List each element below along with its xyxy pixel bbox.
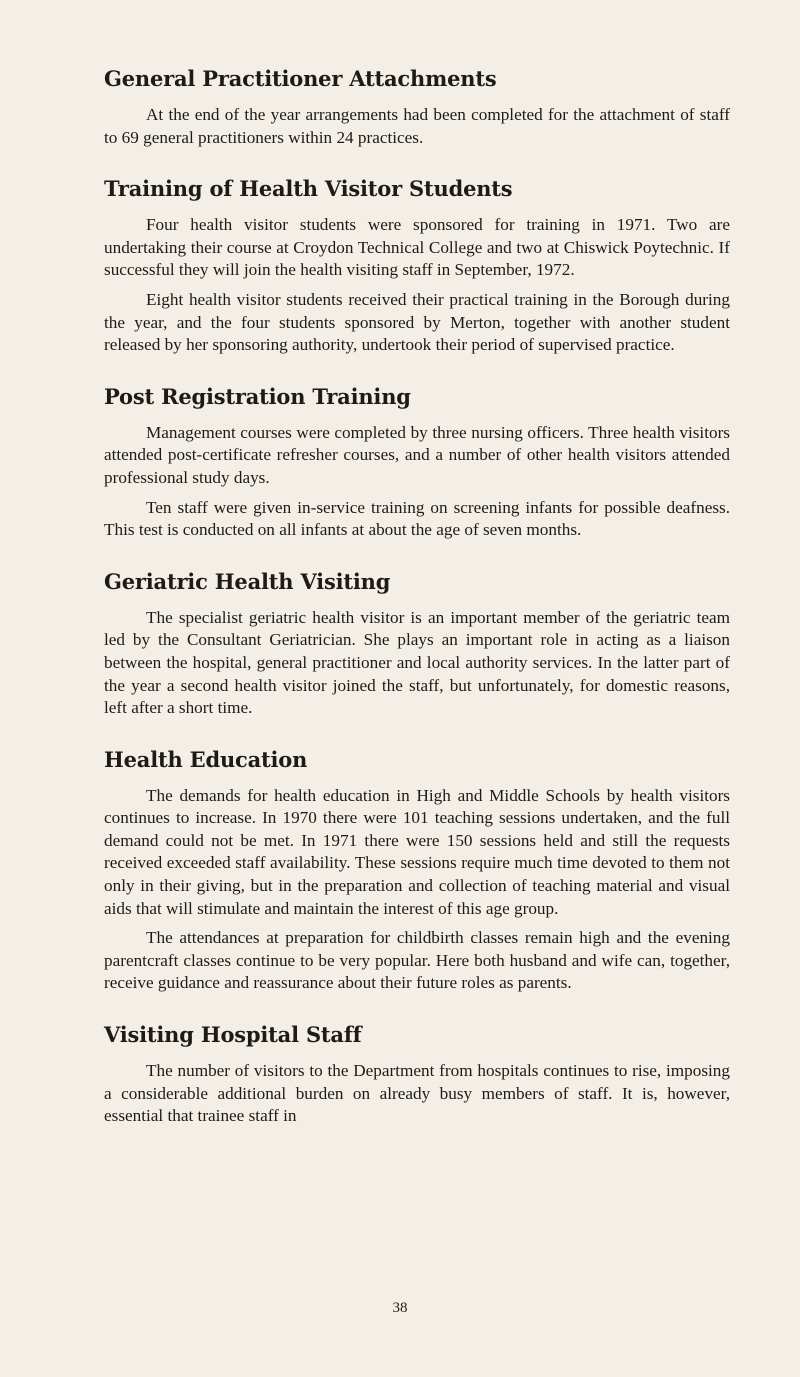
paragraph: The specialist geriatric health visitor is an important member of the geriatric team led by the Consultant Geriatrician. She plays an important role in acting as a liaison between the hospital, general practitioner and local authority services. In the latter part of the year a second health visitor joined the staff, but unfortunately, for domestic reasons, left after a short time.	[104, 607, 730, 718]
section-health-education	[104, 747, 730, 995]
paragraph: At the end of the year arrangements had been completed for the attachment of staff to 69 general practitioners within 24 practices.	[104, 105, 730, 147]
section-post-registration-training	[104, 384, 730, 542]
section-geriatric-health-visiting	[104, 569, 730, 720]
section-heading: Health Education	[104, 746, 308, 772]
paragraph: Ten staff were given in-service training on screening infants for possible deafness. This test is conducted on all infants at about the age of seven months.	[104, 497, 730, 540]
paragraph: Management courses were completed by three nursing officers. Three health visitors attended post-certificate refresher courses, and a number of other health visitors attended professional study days.	[104, 422, 730, 487]
paragraph: The number of visitors to the Department from hospitals continues to rise, imposing a considerable additional burden on already busy members of staff. It is, however, essential that trainee staff in	[104, 1061, 730, 1126]
section-gp-attachments	[104, 66, 730, 149]
paragraph: The demands for health education in High and Middle Schools by health visitors continues to increase. In 1970 there were 101 teaching sessions undertaken, and the full demand could not be met. In 1971 there were 150 sessions held and still the requests received exceeded staff availability. These sessions require much time devoted to them not only in their giving, but in the preparation and collection of teaching material and visual aids that will stimulate and maintain the interest of this age group.	[104, 785, 730, 918]
section-heading: Geriatric Health Visiting	[104, 568, 391, 594]
section-visiting-hospital-staff	[104, 1022, 730, 1128]
page-number: 38	[392, 1300, 408, 1316]
paragraph: The attendances at preparation for childbirth classes remain high and the evening parentcraft classes continue to be very popular. Here both husband and wife can, together, receive guidance and reassurance about their future roles as parents.	[104, 928, 730, 993]
paragraph: Four health visitor students were sponsored for training in 1971. Two are undertaking their course at Croydon Technical College and two at Chiswick Poytechnic. If successful they will join the health visiting staff in September, 1972.	[104, 215, 730, 280]
section-heading: Training of Health Visitor Students	[104, 176, 513, 202]
section-training-hv-students	[104, 176, 730, 357]
section-heading: Visiting Hospital Staff	[104, 1022, 362, 1048]
section-heading: General Practitioner Attachments	[104, 66, 497, 91]
section-heading: Post Registration Training	[104, 383, 411, 409]
paragraph: Eight health visitor students received their practical training in the Borough during the year, and the four students sponsored by Merton, together with another student released by her sponsoring authority, undertook their period of supervised practice.	[104, 289, 730, 355]
document-page	[104, 66, 730, 1135]
